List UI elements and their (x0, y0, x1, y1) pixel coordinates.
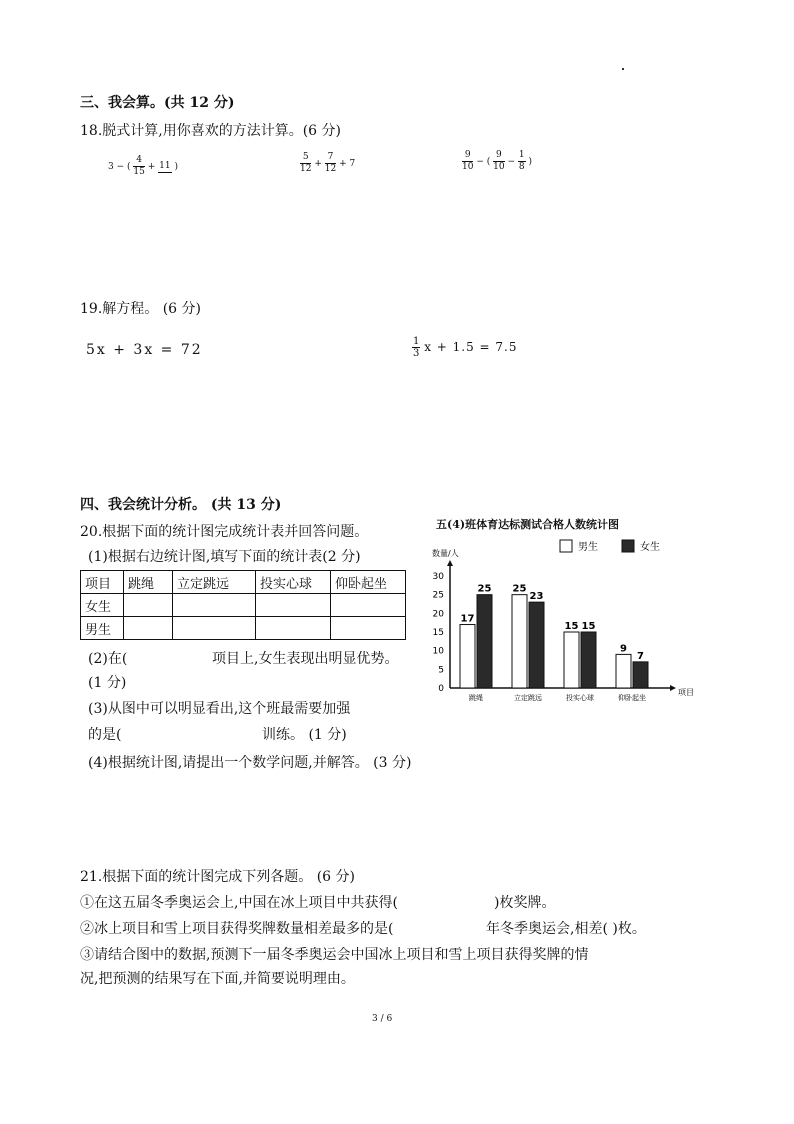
q20-part3-b: 的是( (88, 727, 122, 743)
q20-part4: (4)根据统计图,请提出一个数学问题,并解答。 (3 分) (88, 755, 412, 771)
answer-cell[interactable] (124, 594, 173, 617)
y-tick-label: 25 (432, 590, 444, 601)
q20-part2-c: (1 分) (88, 675, 127, 691)
bar-value-label: 25 (512, 583, 527, 595)
answer-cell[interactable] (173, 594, 256, 617)
table-header: 仰卧起坐 (331, 571, 406, 594)
bar-value-label: 17 (460, 613, 475, 625)
q21-item2-b: 年冬季奥运会,相差( )枚。 (486, 921, 646, 937)
y-tick-label: 5 (438, 665, 444, 676)
table-header-row (81, 571, 406, 594)
x-tick-label: 仰卧起坐 (618, 694, 646, 702)
page-number: 3 / 6 (372, 1014, 393, 1024)
bar-girls (529, 602, 544, 688)
bar-boys (564, 632, 579, 688)
x-tick-label: 立定跳远 (514, 694, 542, 702)
bar-girls (581, 632, 596, 688)
table-header: 立定跳远 (173, 571, 256, 594)
table-header: 项目 (81, 571, 124, 594)
chart-title: 五(4)班体育达标测试合格人数统计图 (436, 518, 620, 531)
y-tick-label: 30 (432, 572, 444, 582)
q18-title: 18.脱式计算,用你喜欢的方法计算。(6 分) (80, 123, 341, 139)
q20-part3-a: (3)从图中可以明显看出,这个班最需要加强 (88, 701, 351, 717)
y-tick-label: 20 (432, 609, 444, 620)
q21-item2: ②冰上项目和雪上项目获得奖牌数量相差最多的是( (80, 921, 394, 937)
legend-swatch-boys (560, 540, 572, 552)
bar-value-label: 23 (529, 591, 544, 603)
q18-expr3: $\frac{9}{10}$ − ( $\frac{9}{10}$ − $\frac{1}{8}$ ) (462, 150, 532, 172)
answer-cell[interactable] (331, 617, 406, 640)
bar-value-label: 15 (564, 621, 579, 632)
y-axis-arrow (447, 560, 453, 566)
q19-eq1: 5x + 3x = 72 (86, 342, 203, 358)
q18-expr2: $\frac{5}{12}$ + $\frac{7}{12}$ + 7 (300, 152, 356, 174)
q21-item1: ①在这五届冬季奥运会上,中国在冰上项目中共获得( (80, 895, 398, 911)
bar-girls (633, 662, 648, 688)
answer-cell[interactable] (331, 594, 406, 617)
section3-title: 三、我会算。(共 12 分) (80, 95, 235, 111)
answer-cell[interactable] (173, 617, 256, 640)
bar-value-label: 7 (637, 650, 644, 662)
q20-title: 20.根据下面的统计图完成统计表并回答问题。 (80, 524, 369, 540)
q19-eq2: $\frac{1}{3}$ x + 1.5 = 7.5 (413, 336, 518, 359)
answer-cell[interactable] (256, 594, 331, 617)
table-header: 跳绳 (124, 571, 173, 594)
legend-label: 男生 (578, 542, 598, 553)
q19-title: 19.解方程。 (6 分) (80, 301, 201, 317)
row-label: 女生 (81, 594, 124, 617)
q21-title: 21.根据下面的统计图完成下列各题。 (6 分) (80, 869, 355, 885)
bar-chart (420, 536, 710, 708)
q20-stat-table (80, 570, 406, 640)
bar-value-label: 25 (477, 583, 492, 595)
legend-swatch-girls (622, 540, 634, 552)
x-tick-label: 投实心球 (566, 694, 594, 702)
x-tick-label: 跳绳 (469, 694, 483, 702)
bar-value-label: 15 (581, 621, 596, 632)
q20-part2-b: 项目上,女生表现出明显优势。 (212, 651, 399, 667)
y-tick-label: 15 (432, 628, 444, 638)
row-label: 男生 (81, 617, 124, 640)
y-tick-label: 0 (438, 684, 444, 694)
q21-item3-b: 况,把预测的结果写在下面,并简要说明理由。 (80, 971, 355, 987)
q20-part2-a: (2)在( (88, 651, 128, 667)
answer-cell[interactable] (124, 617, 173, 640)
x-axis-arrow (670, 685, 676, 691)
q18-expr1: 3 − ( $\frac{4}{15}$ + 11 ) (108, 155, 178, 177)
q20-part1: (1)根据右边统计图,填写下面的统计表(2 分) (88, 549, 361, 565)
answer-cell[interactable] (256, 617, 331, 640)
bar-boys (512, 595, 527, 688)
y-tick-label: 10 (432, 646, 444, 657)
x-axis-label: 项目 (678, 688, 694, 697)
scan-speck (622, 68, 624, 70)
bar-value-label: 9 (620, 643, 627, 655)
section4-title: 四、我会统计分析。 (共 13 分) (80, 497, 282, 513)
q20-part3-c: 训练。 (1 分) (262, 727, 347, 743)
q21-item1-b: )枚奖牌。 (494, 895, 556, 911)
table-row (81, 617, 406, 640)
bar-girls (477, 595, 492, 688)
table-row (81, 594, 406, 617)
y-axis-label: 数量/人 (432, 549, 459, 558)
legend-label: 女生 (640, 542, 660, 553)
q21-item3: ③请结合图中的数据,预测下一届冬季奥运会中国冰上项目和雪上项目获得奖牌的情 (80, 947, 589, 963)
table-header: 投实心球 (256, 571, 331, 594)
bar-boys (616, 654, 631, 688)
bar-boys (460, 625, 475, 688)
